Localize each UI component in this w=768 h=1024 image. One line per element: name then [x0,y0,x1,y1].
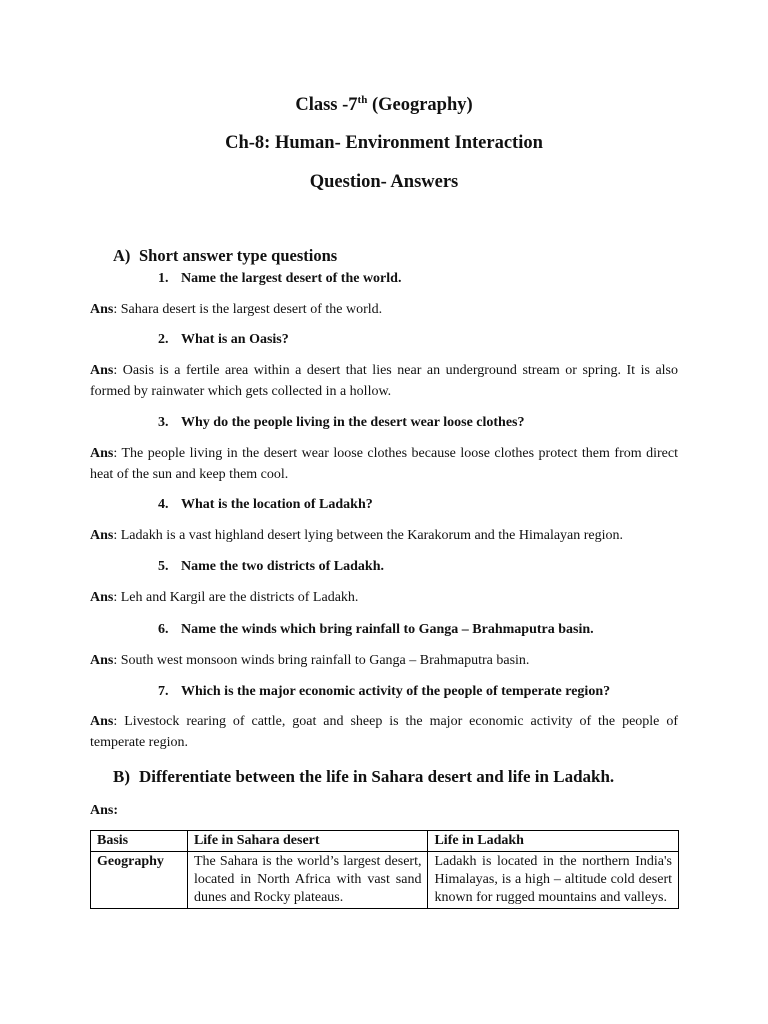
question-number: 2. [158,332,169,347]
answer-label: Ans [90,363,114,378]
answer-separator: : [113,446,122,461]
question-text: Why do the people living in the desert wear loose clothes? [181,415,525,430]
answer-item [90,360,678,402]
answer-text: Livestock rearing of cattle, goat and sheep is the major economic activity of the people of temperate region. [90,714,678,750]
question-item [158,414,525,432]
answer-separator: : [113,528,121,543]
question-number: 4. [158,497,169,512]
table-row [91,852,679,909]
answer-item [90,525,678,546]
question-text: Name the two districts of Ladakh. [181,559,384,574]
answer-label: Ans [90,446,114,461]
table-header-cell: Basis [91,831,188,852]
answer-text: Sahara desert is the largest desert of the world. [120,302,383,317]
answer-text: The people living in the desert wear loose clothes because loose clothes protect them from direct heat of the sun and keep them cool. [90,446,678,482]
table-cell-basis: Geography [91,852,188,909]
comparison-table [90,830,679,909]
question-number: 5. [158,559,169,574]
section-b-heading [113,766,614,787]
answer-separator: : [113,302,121,317]
question-number: 1. [158,271,169,286]
section-b-title: Differentiate between the life in Sahara desert and life in Ladakh. [139,767,615,786]
question-item [158,496,373,514]
question-item [158,621,594,639]
page-subtitle: Question- Answers [309,172,459,192]
answer-text: Ladakh is a vast highland desert lying between the Karakorum and the Himalayan region. [120,528,624,543]
question-number: 3. [158,415,169,430]
section-b-marker: B) [113,767,130,786]
answer-label: Ans [90,653,114,668]
answer-text: Oasis is a fertile area within a desert that lies near an underground stream or spring. It is also formed by rainwater which gets collected in a hollow. [90,363,678,399]
answer-text: South west monsoon winds bring rainfall to Ganga – Brahmaputra basin. [120,653,530,668]
answer-separator: : [113,363,123,378]
question-number: 7. [158,684,169,699]
answer-label: Ans [90,302,114,317]
table-header-row [91,831,679,852]
answer-separator: : [113,653,121,668]
answer-item [90,299,678,320]
question-text: What is an Oasis? [181,332,289,347]
answer-item [90,443,678,485]
question-item [158,270,401,288]
table-header-cell: Life in Ladakh [428,831,679,852]
question-text: What is the location of Ladakh? [181,497,373,512]
table-cell-sahara: The Sahara is the world’s largest desert, located in North Africa with vast sand dunes and Rocky plateaus. [187,852,428,909]
table-header-cell: Life in Sahara desert [187,831,428,852]
answer-label: Ans [90,528,114,543]
question-number: 6. [158,622,169,637]
question-item [158,558,384,576]
table-cell-ladakh: Ladakh is located in the northern India's Himalayas, is a high – altitude cold desert known for rugged mountains and valleys. [428,852,679,909]
question-text: Which is the major economic activity of the people of temperate region? [181,684,611,699]
answer-separator: : [113,714,125,729]
section-a-title: Short answer type questions [139,246,338,265]
section-b-ans-label: Ans: [90,803,119,818]
answer-item [90,587,678,608]
answer-label: Ans [90,590,114,605]
class-title: Class -7th (Geography) [295,93,473,115]
question-text: Name the largest desert of the world. [181,271,402,286]
section-a-marker: A) [113,246,131,265]
question-item [158,683,610,701]
answer-label: Ans [90,714,114,729]
answer-item [90,650,678,671]
question-item [158,331,289,349]
answer-item [90,711,678,753]
question-text: Name the winds which bring rainfall to Ganga – Brahmaputra basin. [181,622,594,637]
section-a-heading [113,246,337,266]
chapter-title: Ch-8: Human- Environment Interaction [225,133,543,153]
answer-text: Leh and Kargil are the districts of Ladakh. [120,590,359,605]
answer-separator: : [113,590,121,605]
